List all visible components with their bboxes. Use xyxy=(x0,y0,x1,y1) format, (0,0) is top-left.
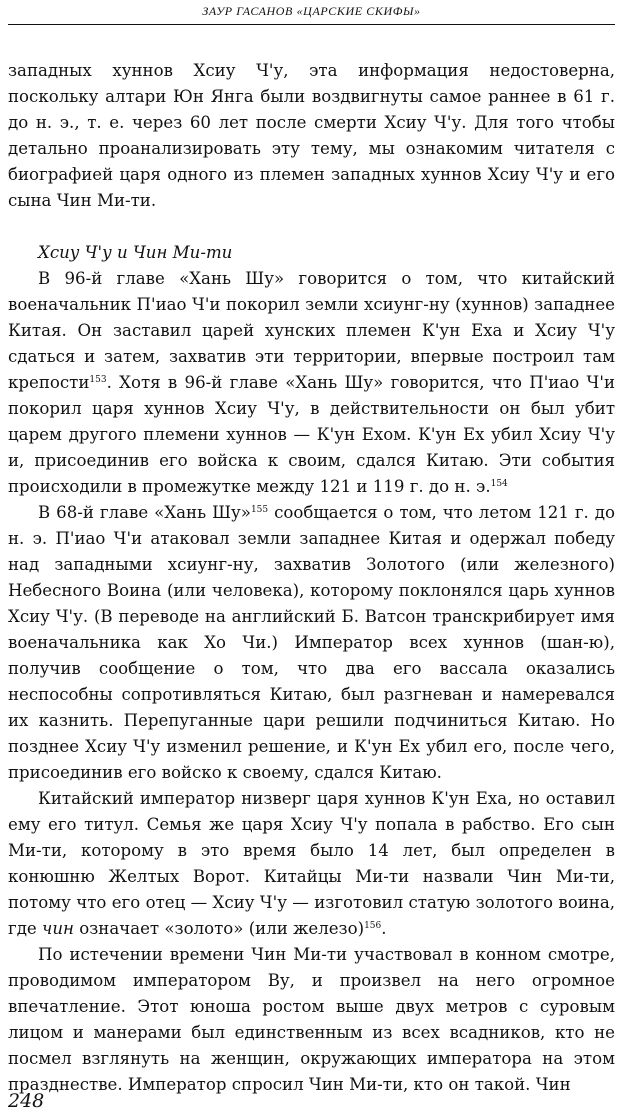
text-run: означает «золото» (или железо) xyxy=(73,919,365,938)
main-text xyxy=(8,58,615,1098)
paragraph xyxy=(8,786,615,942)
paragraph-continued: западных хуннов Хсиу Ч'у, эта информация недостоверна, поскольку алтари Юн Янга были воздвигнуты самое раннее в 61 г. до н. э., т. е. через 60 лет после смерти Хсиу Ч'у. Для того чтобы детально проанализировать эту тему, мы ознакомим читателя с биографией царя одного из племен западных хуннов Хсиу Ч'у и его сына Чин Ми-ти. xyxy=(8,61,615,210)
text-run: В 96-й главе «Хань Шу» говорится о том, что китайский военачальник П'иао Ч'и покорил земли хсиунг-ну (хуннов) западнее Китая. Он заставил царей хунских племен К'ун Еха и Хсиу Ч'у сдаться и затем, захватив эти территории, впервые построил там крепости xyxy=(8,269,615,392)
page-number: 248 xyxy=(8,1090,45,1112)
emphasis-word: чин xyxy=(42,919,74,938)
text-run: . xyxy=(381,919,387,938)
text-run: . Хотя в 96-й главе «Хань Шу» говорится, что П'иао Ч'и покорил царя хуннов Хсиу Ч'у, в действительности он был убит царем другого племени хуннов — К'ун Ехом. К'ун Ех убил Хсиу Ч'у и, присоединив его войска к своим, сдался Китаю. Эти события происходили в промежутке между 121 и 119 г. до н. э. xyxy=(8,373,615,496)
text-run: Китайский император низверг царя хуннов К'ун Еха, но оставил ему его титул. Семья же царя Хсиу Ч'у попала в рабство. Его сын Ми-ти, которому в это время было 14 лет, был определен в конюшню Желтых Ворот. Китайцы Ми-ти назвали Чин Ми-ти, потому что его отец — Хсиу Ч'у — изготовил статую золотого воина, где xyxy=(8,789,615,938)
footnote-ref-154: 154 xyxy=(490,479,508,489)
paragraph xyxy=(8,500,615,786)
running-head: ЗАУР ГАСАНОВ «ЦАРСКИЕ СКИФЫ» xyxy=(202,4,421,18)
paragraph: По истечении времени Чин Ми-ти участвовал в конном смотре, проводимом императором Ву, и произвел на него огромное впечатление. Этот юноша ростом выше двух метров с суровым лицом и манерами был единственным из всех всадников, кто не посмел взглянуть на женщин, окружающих императора на этом празднестве. Император спросил Чин Ми-ти, кто он такой. Чин xyxy=(8,945,615,1094)
header-rule xyxy=(8,24,615,25)
footnote-ref-156: 156 xyxy=(364,921,382,931)
paragraph xyxy=(8,266,615,500)
footnote-ref-155: 155 xyxy=(250,505,269,515)
text-run: сообщается о том, что летом 121 г. до н. э. П'иао Ч'и атаковал земли западнее Китая и одержал победу над западными хсиунг-ну, захватив Золотого (или железного) Небесного Воина (или человека), которому поклонялся царь хуннов Хсиу Ч'у. (В переводе на английский Б. Ватсон транскрибирует имя военачальника как Хо Чи.) Император всех хуннов (шан-ю), получив сообщение о том, что два его вассала оказались неспособны сопротивляться Китаю, был разгневан и намеревался их казнить. Перепуганные цари решили подчиниться Китаю. Но позднее Хсиу Ч'у изменил решение, и К'ун Ех убил его, после чего, присоединив его войско к своему, сдался Китаю. xyxy=(8,503,615,782)
text-run: В 68-й главе «Хань Шу» xyxy=(38,503,251,522)
section-heading: Хсиу Ч'у и Чин Ми-ти xyxy=(38,243,233,262)
footnote-ref-153: 153 xyxy=(89,375,107,385)
